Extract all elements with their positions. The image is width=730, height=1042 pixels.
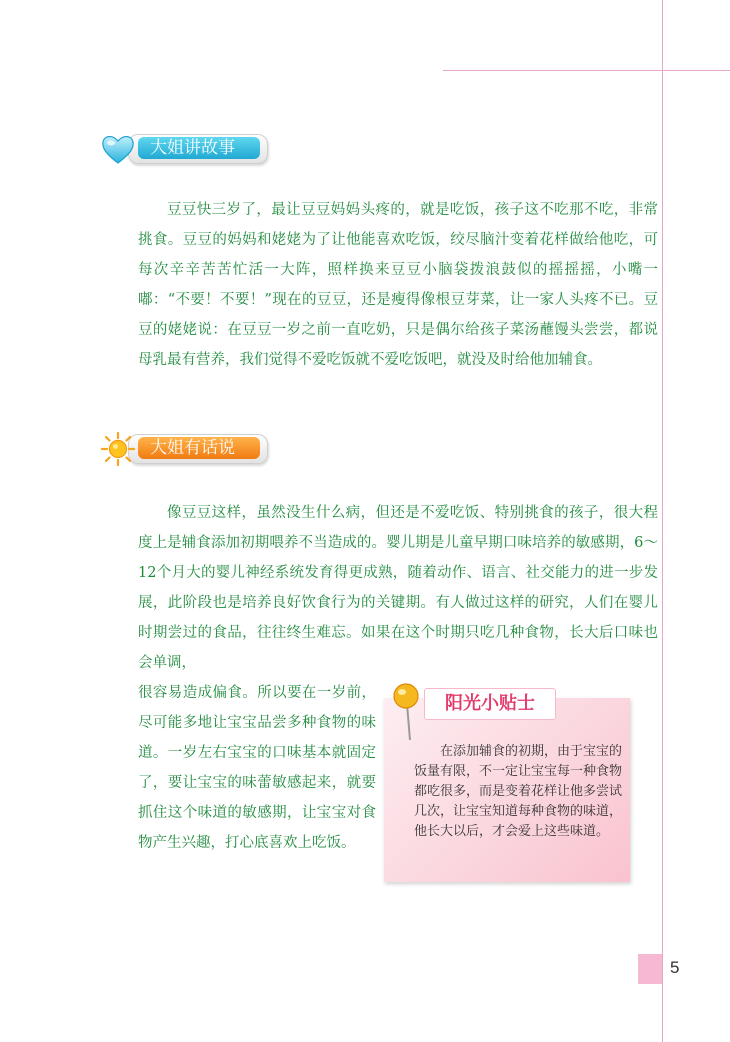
- sun-icon: [100, 432, 136, 466]
- page-number-tab: [638, 954, 662, 984]
- heart-icon: [100, 132, 136, 166]
- talk-paragraph-1: 像豆豆这样，虽然没生什么病，但还是不爱吃饭、特别挑食的孩子，很大程度上是辅食添加初期喂养不当造成的。婴儿期是儿童早期口味培养的敏感期，6～12个月大的婴儿神经系统发育得更成熟，随着动作、语言、社交能力的进一步发展，此阶段也是培养良好饮食行为的关键期。有人做过这样的研究，人们在婴儿时期尝过的食品，往往终生难忘。如果在这个时期只吃几种食物，长大后口味也会单调，: [138, 505, 658, 671]
- story-banner: [100, 132, 272, 166]
- talk-heading: 大姐有话说: [138, 437, 260, 459]
- talk-banner: [100, 432, 272, 466]
- page-number: 5: [670, 958, 680, 977]
- story-paragraph: 豆豆快三岁了，最让豆豆妈妈头疼的，就是吃饭，孩子这不吃那不吃，非常挑食。豆豆的妈妈和姥姥为了让他能喜欢吃饭，绞尽脑汁变着花样做给他吃，可每次辛辛苦苦忙活一大阵，照样换来豆豆小脑袋拨浪鼓似的摇摇摇，小嘴一嘟：“不要！不要！”现在的豆豆，还是瘦得像根豆芽菜，让一家人头疼不已。豆豆的姥姥说：在豆豆一岁之前一直吃奶，只是偶尔给孩子菜汤蘸馒头尝尝，都说母乳最有营养，我们觉得不爱吃饭就不爱吃饭吧，就没及时给他加辅食。: [138, 202, 658, 368]
- story-heading: 大姐讲故事: [138, 137, 260, 159]
- tip-box: [384, 688, 634, 884]
- margin-rule-vertical: [662, 0, 663, 1042]
- tip-text: 在添加辅食的初期，由于宝宝的饭量有限，不一定让宝宝每一种食物都吃很多，而是变着花样让他多尝试几次，让宝宝知道每种食物的味道，他长大以后，才会爱上这些味道。: [414, 744, 623, 839]
- pushpin-icon: [390, 682, 424, 742]
- margin-rule-horizontal: [443, 70, 730, 71]
- tip-title: 阳光小贴士: [424, 688, 556, 720]
- talk-paragraph-2: 很容易造成偏食。所以要在一岁前，尽可能多地让宝宝品尝多种食物的味道。一岁左右宝宝的口味基本就固定了，要让宝宝的味蕾敏感起来，就要抓住这个味道的敏感期，让宝宝对食物产生兴趣，打心底喜欢上吃饭。: [138, 685, 376, 851]
